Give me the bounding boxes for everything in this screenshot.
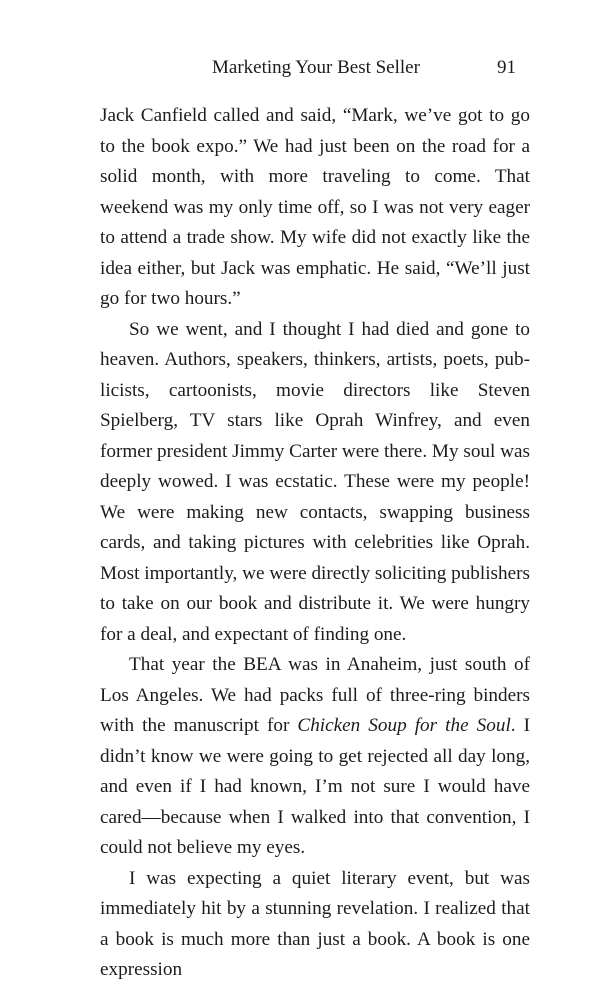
paragraph: So we went, and I thought I had died and gone to heaven. Authors, speakers, thinkers, artists, poets, publicists, cartoonists, movie directors like Steven Spielberg, TV stars like Oprah Winfrey, and even former president Jimmy Carter were there. My soul was deeply wowed. I was ecstatic. These were my people! We were making new contacts, swapping business cards, and taking pictures with celebrities like Oprah. Most importantly, we were directly soliciting publishers to take on our book and distribute it. We were hungry for a deal, and expectant of finding one. — [100, 318, 530, 645]
book-title: Chicken Soup for the Soul — [297, 715, 511, 736]
paragraph — [100, 650, 530, 864]
paragraph: Jack Canfield called and said, “Mark, we’ve got to go to the book expo.” We had just been on the road for a solid month, with more traveling to come. That weekend was my only time off, so I was not very eager to attend a trade show. My wife did not exactly like the idea either, but Jack was emphatic. He said, “We’ll just go for two hours.” — [100, 105, 530, 309]
paragraph-text: That year the BEA was in Anaheim, just south of Los Angeles. We had packs full of three-ring binders with the manuscript for — [100, 654, 530, 736]
body-text — [100, 101, 530, 986]
running-head-title: Marketing Your Best Seller — [212, 57, 420, 78]
page-number: 91 — [497, 57, 516, 78]
paragraph-text: . I didn’t know we were going to get rejected all day long, and even if I had known, I’m not sure I would have cared—because when I walked into that convention, I could not believe my eyes. — [100, 715, 531, 858]
running-head — [100, 54, 530, 82]
paragraph: I was expecting a quiet literary event, but was immediately hit by a stunning revelation. I realized that a book is much more than just a book. A book is one expression — [100, 867, 530, 980]
